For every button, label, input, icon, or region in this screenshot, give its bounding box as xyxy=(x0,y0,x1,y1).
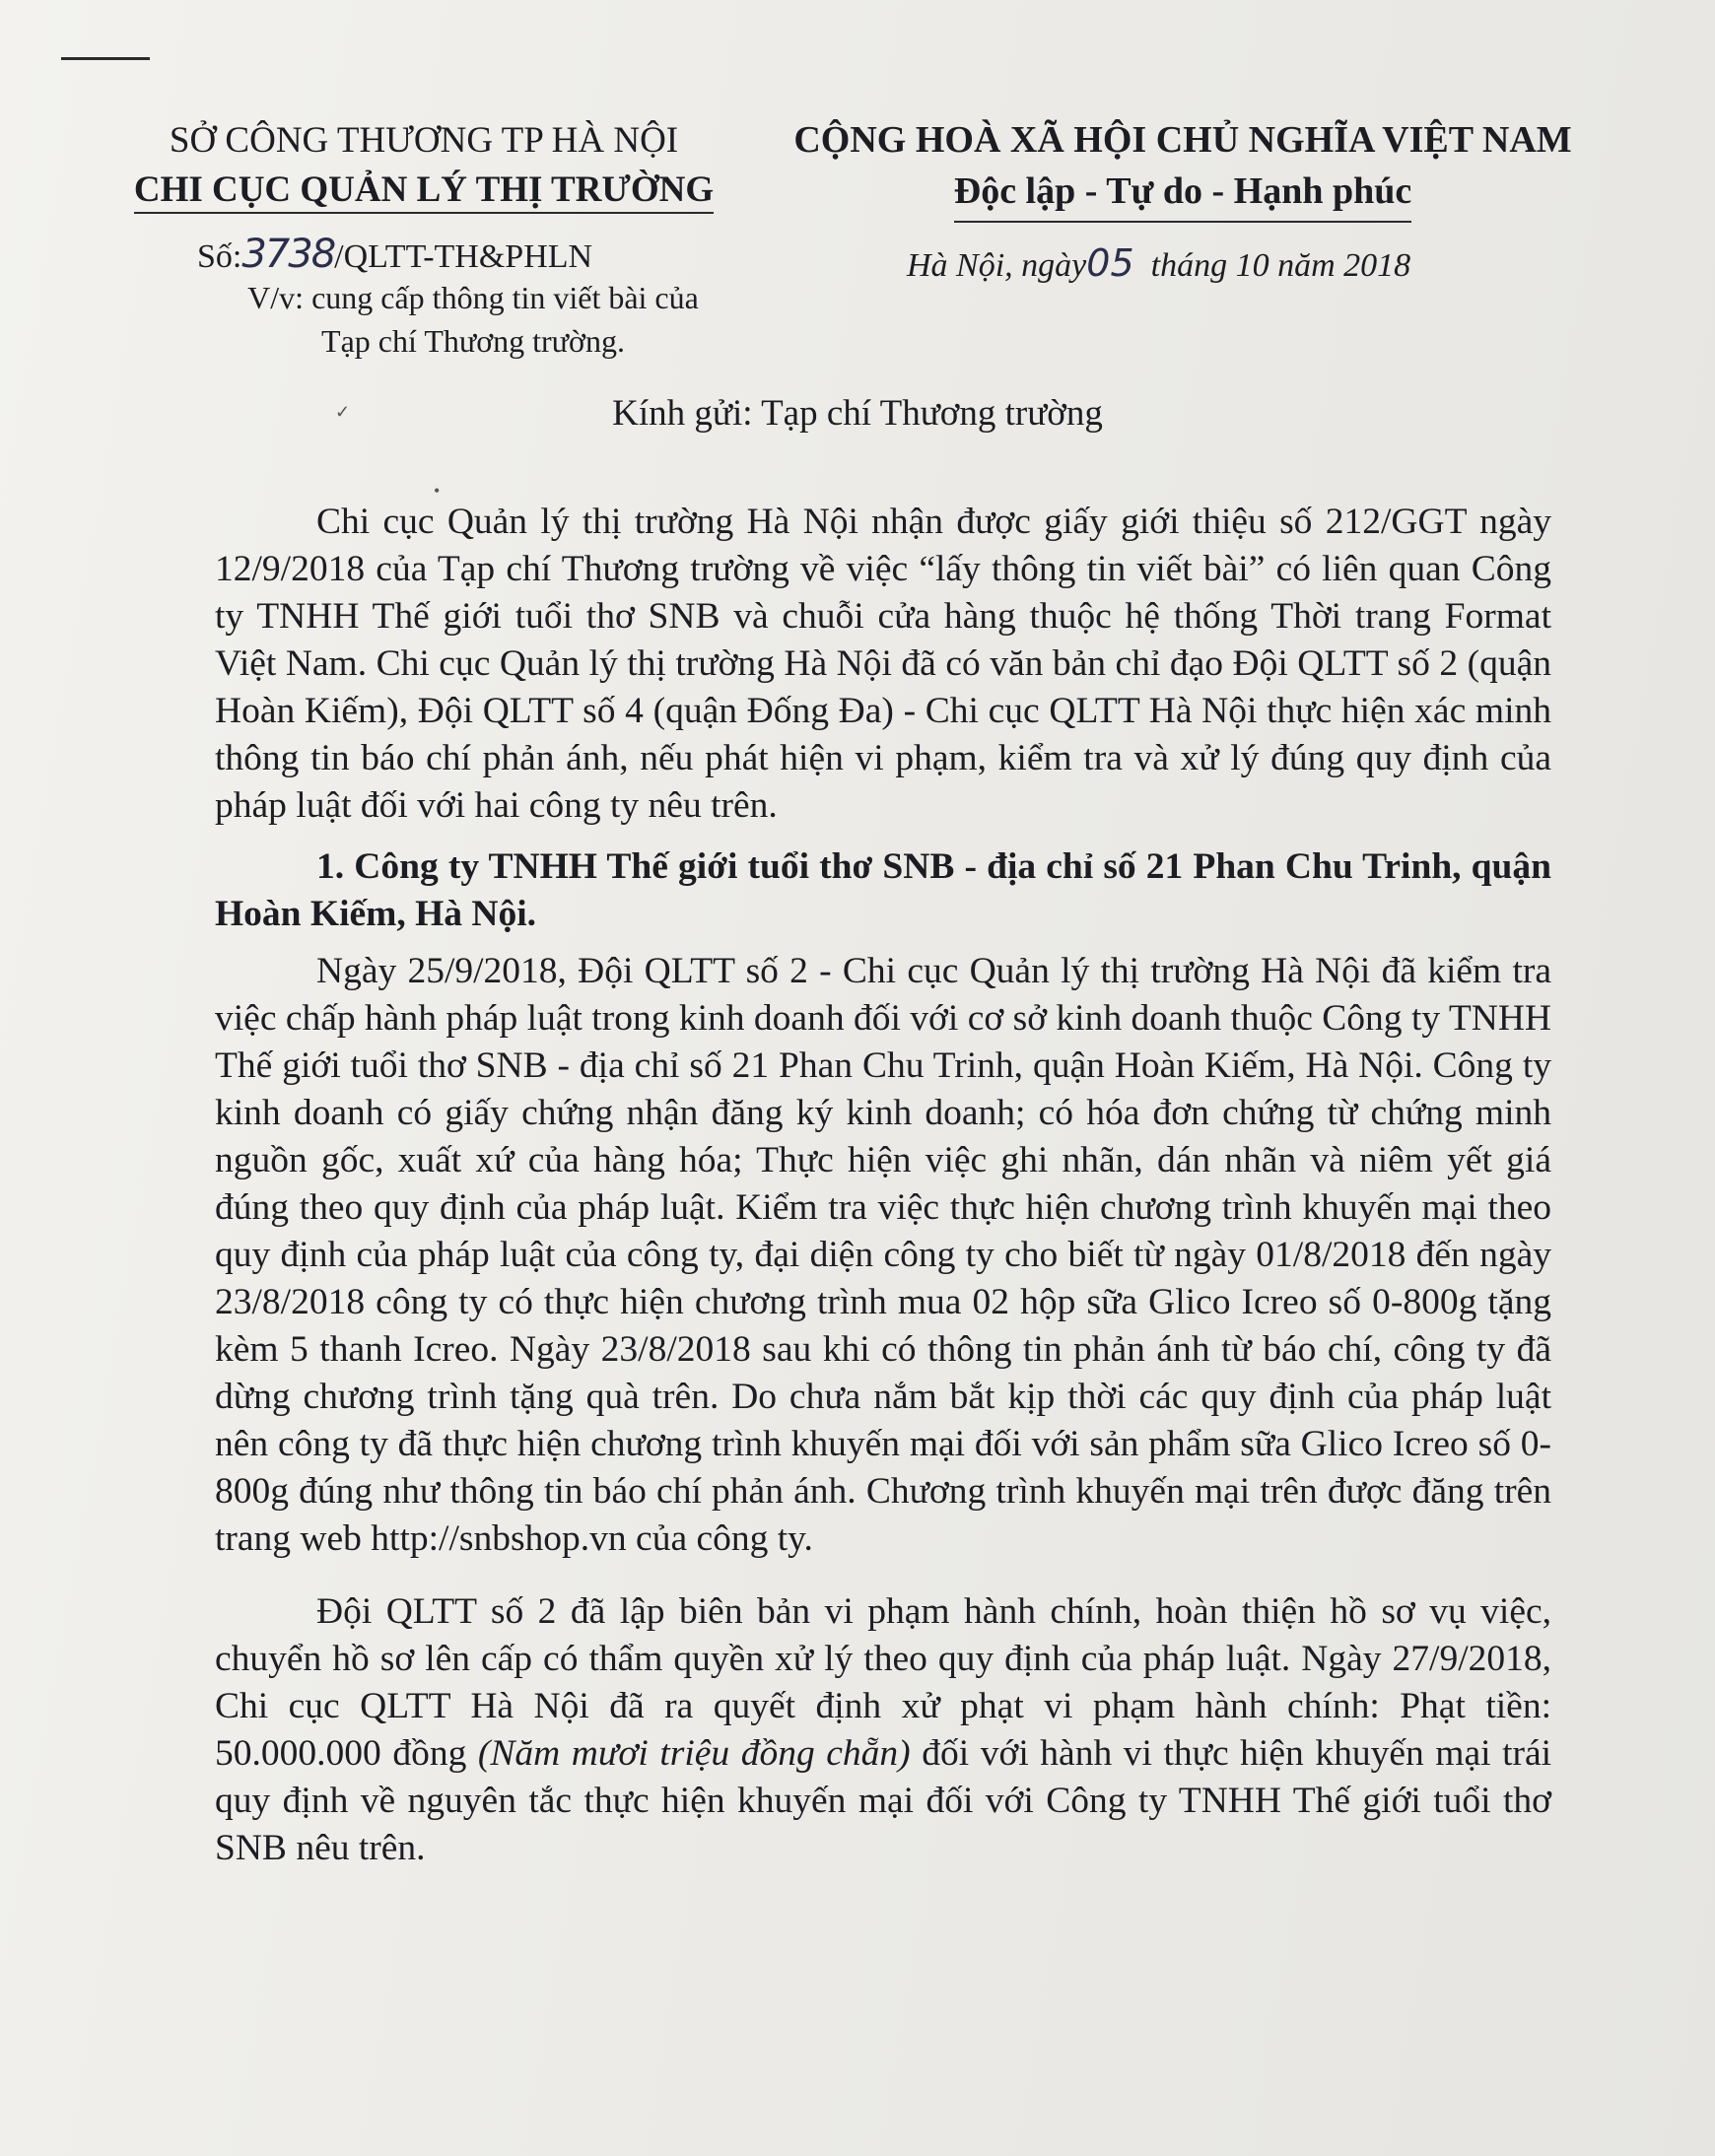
subject-line-1: V/v: cung cấp thông tin viết bài của xyxy=(247,280,699,315)
document-date xyxy=(907,241,1410,285)
issuing-agency-block xyxy=(99,116,749,215)
document-body xyxy=(215,499,1551,1872)
number-prefix: Số: xyxy=(197,238,242,275)
national-title: CỘNG HOÀ XÃ HỘI CHỦ NGHĨA VIỆT NAM xyxy=(793,119,1572,161)
paragraph-intro: Chi cục Quản lý thị trường Hà Nội nhận được giấy giới thiệu số 212/GGT ngày 12/9/2018 của Tạp chí Thương trường về việc “lấy thông tin viết bài” có liên quan Công ty TNHH Thế giới tuổi thơ SNB và chuỗi cửa hàng thuộc hệ thống Thời trang Format Việt Nam. Chi cục Quản lý thị trường Hà Nội đã có văn bản chỉ đạo Đội QLTT số 2 (quận Hoàn Kiếm), Đội QLTT số 4 (quận Đống Đa) - Chi cục QLTT Hà Nội thực hiện xác minh thông tin báo chí phản ánh, nếu phát hiện vi phạm, kiểm tra và xử lý đúng quy định của pháp luật đối với hai công ty nêu trên. xyxy=(215,502,1551,826)
issuing-agency xyxy=(99,166,749,215)
penalty-text-c: đối với hành vi thực hiện khuyến mại trái quy định về nguyên tắc thực hiện khuyến mại đối với Công ty TNHH Thế giới tuổi thơ SNB nêu trên. xyxy=(215,1733,1552,1868)
penalty-amount-words: (Năm mươi triệu đồng chẵn) xyxy=(477,1733,911,1774)
stray-mark: • xyxy=(434,481,441,501)
parent-agency: SỞ CÔNG THƯƠNG TP HÀ NỘI xyxy=(169,120,679,161)
national-motto: Độc lập - Tự do - Hạnh phúc xyxy=(954,166,1412,223)
penalty-text-a: Đội QLTT số 2 đã lập biên bản vi phạm hành chính, hoàn thiện hồ sơ vụ việc, chuyển hồ sơ lên cấp có thẩm quyền xử lý theo quy định của pháp luật. Ngày 27/9/2018, Chi cục QLTT Hà Nội đã ra quyết định xử phạt vi phạm hành chính: Phạt tiền: 50.000.000 đồng xyxy=(215,1591,1551,1774)
number-suffix: /QLTT-TH&PHLN xyxy=(334,238,593,275)
national-heading-block xyxy=(749,114,1616,223)
date-place: Hà Nội, ngày xyxy=(907,247,1087,284)
document-number xyxy=(197,232,592,277)
recipient-line: Kính gửi: Tạp chí Thương trường xyxy=(612,393,1103,434)
stray-mark: ✓ xyxy=(335,402,351,422)
handwritten-number: 3738 xyxy=(241,232,335,277)
section-heading-1: 1. Công ty TNHH Thế giới tuổi thơ SNB - địa chỉ số 21 Phan Chu Trinh, quận Hoàn Kiếm, Hà Nội. xyxy=(215,846,1551,934)
date-month-year: tháng 10 năm 2018 xyxy=(1150,247,1411,284)
corner-dash-mark xyxy=(61,57,150,60)
document-subject xyxy=(217,276,729,363)
issuing-agency-name: CHI CỤC QUẢN LÝ THỊ TRƯỜNG xyxy=(134,169,714,214)
paragraph-penalty xyxy=(215,1588,1551,1872)
subject-line-2: Tạp chí Thương trường. xyxy=(321,323,625,359)
handwritten-day: 05 xyxy=(1086,241,1134,285)
paragraph-inspection: Ngày 25/9/2018, Đội QLTT số 2 - Chi cục Quản lý thị trường Hà Nội đã kiểm tra việc chấp hành pháp luật trong kinh doanh đối với cơ sở kinh doanh thuộc Công ty TNHH Thế giới tuổi thơ SNB - địa chỉ số 21 Phan Chu Trinh, quận Hoàn Kiếm, Hà Nội. Công ty kinh doanh có giấy chứng nhận đăng ký kinh doanh; có hóa đơn chứng từ chứng minh nguồn gốc, xuất xứ của hàng hóa; Thực hiện việc ghi nhãn, dán nhãn và niêm yết giá đúng theo quy định của pháp luật. Kiểm tra việc thực hiện chương trình khuyến mại theo quy định của pháp luật của công ty, đại diện công ty cho biết từ ngày 01/8/2018 đến ngày 23/8/2018 công ty có thực hiện chương trình mua 02 hộp sữa Glico Icreo số 0-800g tặng kèm 5 thanh Icreo. Ngày 23/8/2018 sau khi có thông tin phản ánh từ báo chí, công ty đã dừng chương trình tặng quà trên. Do chưa nắm bắt kịp thời các quy định của pháp luật nên công ty đã thực hiện chương trình khuyến mại đối với sản phẩm sữa Glico Icreo số 0-800g đúng như thông tin báo chí phản ánh. Chương trình khuyến mại trên được đăng trên trang web http://snbshop.vn của công ty. xyxy=(215,951,1551,1559)
